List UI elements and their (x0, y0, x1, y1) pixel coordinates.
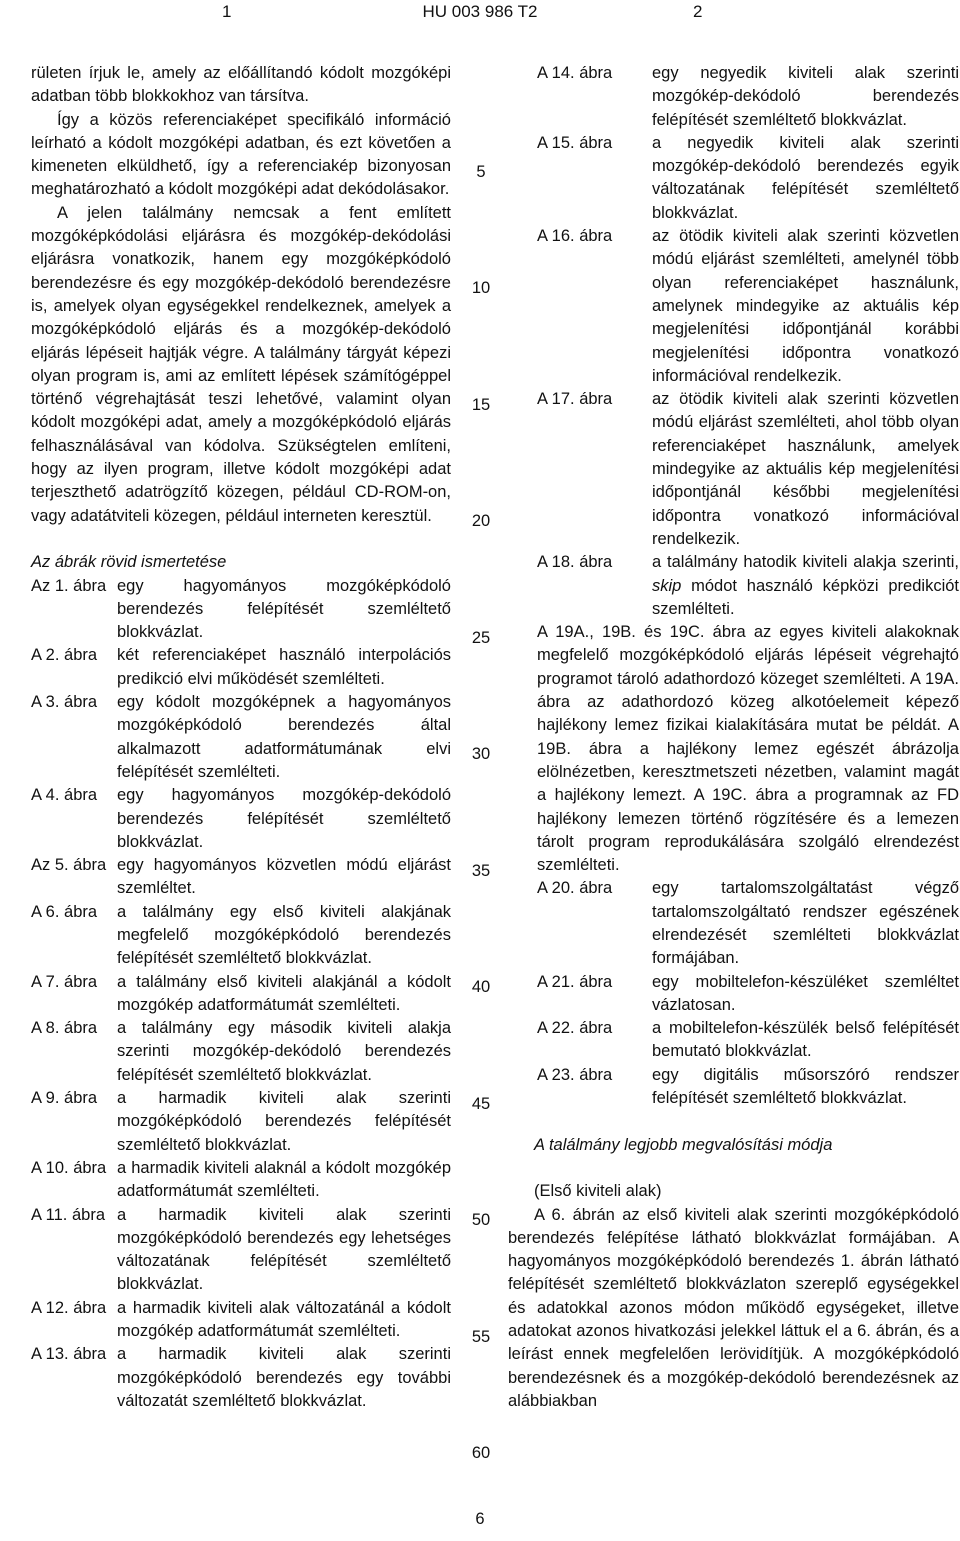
figure-label: Az 5. ábra (31, 856, 111, 875)
figure-description: egy hagyományos mozgókép-dekódoló berendezés felépítését szemléltető blokkvázlat. (117, 786, 451, 851)
figure-label: A 4. ábra (31, 786, 102, 805)
figure-list-item (31, 784, 451, 854)
right-column (508, 62, 959, 1413)
figure-label: A 18. ábra (537, 553, 617, 572)
line-number: 55 (471, 1328, 491, 1346)
line-number: 25 (471, 629, 491, 647)
figure-description: a harmadik kiviteli alak szerinti mozgóképkódoló berendezés felépítését szemléltető blokkvázlat. (117, 1089, 451, 1154)
figure-list-item (508, 971, 959, 1018)
figure-description: a harmadik kiviteli alak szerinti mozgóképkódoló berendezés egy további változatát szemléltető blokkvázlat. (117, 1345, 451, 1410)
line-number: 35 (471, 862, 491, 880)
figure-label: A 21. ábra (537, 972, 617, 991)
figure-description: egy hagyományos mozgóképkódoló berendezés felépítését szemléltető blokkvázlat. (117, 576, 451, 642)
figure-list-item (31, 691, 451, 784)
figure-description: a találmány egy első kiviteli alakjának megfelelő mozgóképkódoló berendezés felépítését szemléltető blokkvázlat. (117, 902, 451, 968)
figure-label: A 14. ábra (537, 64, 617, 82)
left-column (31, 62, 451, 1413)
section-heading: A találmány legjobb megvalósítási módja (534, 1135, 833, 1154)
figure-description: a negyedik kiviteli alak szerinti mozgókép-dekódoló berendezés egyik változatának felépítését szemléltető blokkvázlat. (652, 133, 959, 222)
figure-list-item (508, 62, 959, 132)
figure-label: A 7. ábra (31, 972, 102, 991)
figure-description: a harmadik kiviteli alaknál a kódolt mozgókép adatformátumát szemlélteti. (117, 1158, 451, 1201)
document-number: HU 003 986 T2 (422, 2, 538, 21)
body-paragraph: A 6. ábrán az első kiviteli alak szerinti mozgóképkódoló berendezés felépítése látható blokkvázlat formájában. A hagyományos mozgóképkódoló berendezés 1. ábrán látható felépítését szemléltető blokkvázlaton szereplő egységekkel és adatokkal azonos módon működő egységeket, illetve adatokat azonos hivatkozási jelekkel láttuk el a 6. ábrán, és a leírást ennek megfelelően lerövidítjük. A mozgóképkódoló berendezésnek és a mozgókép-dekódoló berendezésnek az alábbiakban (508, 1205, 959, 1410)
figure-description: az ötödik kiviteli alak szerinti közvetlen módú eljárást szemlélteti, ahol több olyan referenciaképet használunk, amelyek mindegyike az aktuális kép megjelenítési időpontjánál későbbi megjelenítési időpontra vonatkozó információval rendelkezik. (652, 390, 959, 548)
figure-description: egy tartalomszolgáltatást végző tartalomszolgáltató rendszer egészének elrendezését szemlélteti blokkvázlat formájában. (652, 879, 959, 968)
figure-description: a harmadik kiviteli alak változatánál a kódolt mozgókép adatformátumát szemlélteti. (117, 1298, 451, 1341)
figure-list-item (508, 225, 959, 388)
left-page-number: 1 (222, 2, 232, 21)
figure-list-item (31, 854, 451, 901)
figure-label: A 13. ábra (31, 1345, 111, 1364)
figure-list-item (31, 901, 451, 971)
page-header (0, 0, 960, 32)
subheading: (Első kiviteli alak) (534, 1182, 662, 1201)
figure-list-item (31, 1204, 451, 1297)
figure-list-item (31, 1087, 451, 1157)
figure-description: a találmány egy második kiviteli alakja szerinti mozgókép-dekódoló berendezés felépítését szemléltető blokkvázlat. (117, 1019, 451, 1084)
figure-label: A 23. ábra (537, 1065, 617, 1084)
figure-list-item (31, 1297, 451, 1344)
line-number: 30 (471, 745, 491, 763)
figure-list-item (508, 877, 959, 970)
figure-description: a találmány első kiviteli alakjánál a kódolt mozgókép adatformátumát szemlélteti. (117, 972, 451, 1014)
intro-paragraph-2: Így a közös referenciaképet specifikáló információ leírható a kódolt mozgóképi adatban, és ezt követően a kimeneten elküldhető, így a referenciakép bizonyosan meghatározható a kódolt mozgóképi adat dekódolásakor. (31, 110, 451, 199)
right-page-number: 2 (693, 2, 703, 21)
figure-description: egy mobiltelefon-készüléket szemléltet vázlatosan. (652, 972, 959, 1014)
figure-label: A 15. ábra (537, 133, 617, 152)
figure-list-item (31, 1343, 451, 1413)
figure-list-item (31, 575, 451, 645)
figure-list-item (508, 1017, 959, 1064)
figure-description: a találmány hatodik kiviteli alakja szerinti, skip módot használó képközi predikciót szemlélteti. (652, 553, 959, 618)
figure-description: az ötödik kiviteli alak szerinti közvetlen módú eljárást szemlélteti, amelynél több olyan referenciaképet használunk, amelynek mindegyike az aktuális kép megjelenítési időpontjánál korábbi megjelenítési időpontra vonatkozó információval rendelkezik. (652, 227, 959, 385)
figure-description: egy kódolt mozgóképnek a hagyományos mozgóképkódoló berendezés által alkalmazott adatformátumának elvi felépítését szemlélteti. (117, 693, 451, 781)
line-number: 60 (471, 1444, 491, 1462)
figure-list-item (508, 551, 959, 621)
line-number: 5 (476, 163, 486, 181)
figure-label: Az 1. ábra (31, 576, 111, 595)
figure-description: az egyes kiviteli alakoknak megfelelő mozgóképkódoló eljárás lépéseit végrehajtó programot tároló adathordozó közeget szemlélteti. A 19A. ábra az adathordozó közeg alkotóelemeit képező hajlékony lemez fizikai kialakítására mutat be példát. A 19B. ábra a hajlékony lemez egészét ábrázolja elölnézetben, keresztmetszeti nézetben, valamint magát a hajlékony lemezt. A 19C. ábra a programnak az FD hajlékony lemezen történő rögzítésére és a lemezen tárolt program reprodukálására szolgáló elrendezést szemlélteti. (537, 623, 960, 875)
figure-list-item (31, 1157, 451, 1204)
figure-label: A 20. ábra (537, 879, 617, 898)
figure-label: A 3. ábra (31, 693, 102, 712)
figure-label: A 12. ábra (31, 1298, 111, 1317)
figure-description: a mobiltelefon-készülék belső felépítését bemutató blokkvázlat. (652, 1019, 959, 1061)
skip-term: skip (652, 576, 682, 595)
figure-description: két referenciaképet használó interpolációs predikció elvi működését szemlélteti. (117, 646, 451, 688)
figure-label: A 6. ábra (31, 902, 102, 921)
figure-label: A 22. ábra (537, 1019, 617, 1038)
line-number: 50 (471, 1211, 491, 1229)
figure-label: A 8. ábra (31, 1019, 102, 1038)
figure-list-item (508, 621, 959, 877)
figure-description: egy digitális műsorszóró rendszer felépítését szemléltető blokkvázlat. (652, 1065, 959, 1108)
intro-paragraph-1: rületen írjuk le, amely az előállítandó kódolt mozgóképi adatban több blokkokhoz van társítva. (31, 64, 451, 106)
line-number: 45 (471, 1095, 491, 1113)
figure-label: A 11. ábra (31, 1205, 110, 1224)
figure-description: egy hagyományos közvetlen módú eljárást szemléltet. (117, 856, 451, 898)
figure-description: egy negyedik kiviteli alak szerinti mozgókép-dekódoló berendezés felépítését szemléltető blokkvázlat. (652, 64, 959, 129)
page-number: 6 (475, 1510, 485, 1528)
line-number: 15 (471, 396, 491, 414)
figure-label: A 10. ábra (31, 1158, 111, 1177)
line-number: 20 (471, 512, 491, 530)
intro-paragraph-3: A jelen találmány nemcsak a fent említett mozgóképkódolási eljárásra és mozgókép-dekódolási eljárásra vonatkozik, hanem egy mozgóképkódoló berendezésre és egy mozgókép-dekódoló berendezésre is, amelyek olyan egységekkel rendelkeznek, amelyek a mozgóképkódoló eljárás és a mozgókép-dekódoló eljárás lépéseit hajtják végre. A találmány tárgyát képezi olyan program is, ami az említett lépések számítógéppel történő végrehajtását teszi lehetővé, valamint olyan kódolt mozgóképi adat, amely a mozgóképkódoló eljárás felhasználásával van kódolva. Szükségtelen említeni, hogy az ilyen program, illetve kódolt mozgóképi adat terjeszthető adatrögzítő közegen, például CD-ROM-on, vagy adatátviteli közegen, például interneten keresztül. (31, 203, 451, 525)
figure-label: A 19A., 19B. és 19C. ábra (537, 623, 754, 642)
figure-list-item (31, 644, 451, 691)
figure-label: A 16. ábra (537, 227, 617, 246)
figure-description: a harmadik kiviteli alak szerinti mozgóképkódoló berendezés egy lehetséges változatának felépítését szemléltető blokkvázlat. (117, 1205, 451, 1294)
figure-list-item (31, 971, 451, 1018)
figure-list-item (508, 132, 959, 225)
figure-label: A 2. ábra (31, 646, 102, 665)
figure-list-item (508, 1064, 959, 1111)
line-number: 10 (471, 279, 491, 297)
figure-list-item (508, 388, 959, 551)
section-heading: Az ábrák rövid ismertetése (31, 553, 227, 572)
line-number: 40 (471, 978, 491, 996)
figure-label: A 17. ábra (537, 390, 617, 409)
figure-list-item (31, 1017, 451, 1087)
figure-label: A 9. ábra (31, 1089, 102, 1108)
